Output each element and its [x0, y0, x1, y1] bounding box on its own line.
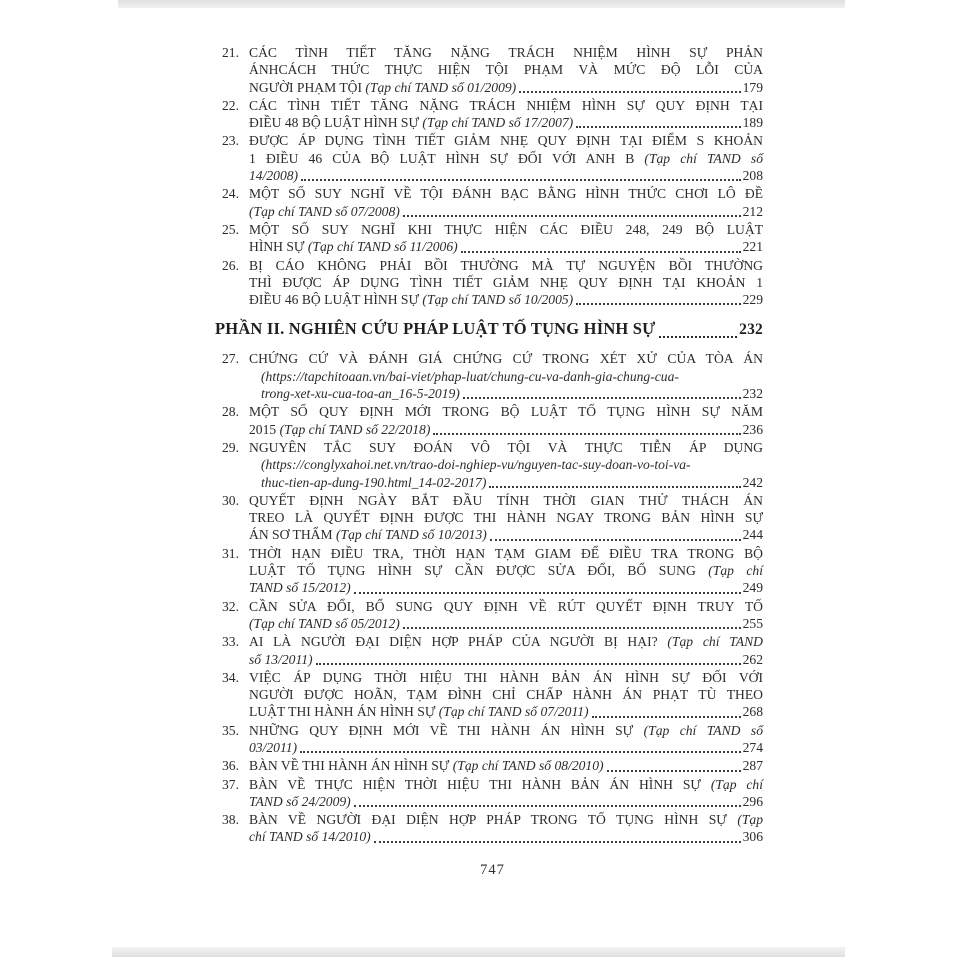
entry-line-text	[261, 369, 679, 384]
entry-line	[249, 651, 763, 668]
entry-line	[249, 132, 763, 149]
entry-title-text: 1 ĐIỀU 46 CỦA BỘ LUẬT HÌNH SỰ ĐỐI VỚI ANH B	[249, 150, 645, 166]
entry-citation-text: trong-xet-xu-cua-toa-an_16-5-2019)	[261, 386, 460, 402]
toc-entry	[222, 257, 763, 309]
entry-line	[249, 403, 763, 420]
entry-citation-text: (Tạp chí TAND	[667, 634, 763, 650]
entry-page-number: 236	[742, 421, 763, 437]
entry-line-text	[249, 440, 763, 455]
toc-entry	[222, 722, 763, 757]
entry-line	[249, 545, 763, 562]
entry-line	[249, 114, 763, 131]
entry-body	[249, 257, 763, 309]
entry-line-text	[249, 404, 763, 419]
entry-line-text	[249, 203, 400, 220]
entry-line-text	[249, 222, 763, 237]
entry-citation-text: (Tạp chí TAND số 07/2008)	[249, 203, 400, 219]
entry-citation-text: 03/2011)	[249, 739, 298, 755]
entry-title-text: NGƯỜI ĐƯỢC HOÃN, TẠM ĐÌNH CHỈ CHẤP HÀNH ÁN PHẠT TÙ THEO	[249, 687, 763, 703]
entry-title-text: NHỮNG QUY ĐỊNH MỚI VỀ THI HÀNH ÁN HÌNH SỰ	[249, 722, 644, 738]
entry-citation-text: (Tạp chí TAND số 22/2018)	[279, 421, 431, 437]
entry-body	[249, 403, 763, 438]
entry-number: 36.	[222, 758, 239, 774]
entry-body	[249, 97, 763, 132]
entry-line-text	[249, 634, 763, 649]
entry-line	[249, 828, 763, 845]
entry-body	[249, 669, 763, 721]
entry-line	[249, 385, 763, 402]
entry-title-text: 2015	[249, 421, 280, 437]
entry-title-text: ÁN SƠ THẨM	[249, 527, 336, 543]
entry-line	[249, 221, 763, 238]
entry-line	[249, 350, 763, 367]
entry-number: 34.	[222, 669, 239, 685]
entry-line	[249, 44, 763, 61]
entry-line	[249, 669, 763, 686]
entry-line-text	[249, 186, 763, 201]
entry-title-text: BÀN VỀ THI HÀNH ÁN HÌNH SỰ	[249, 758, 453, 774]
entry-line-text	[249, 563, 763, 578]
entry-body	[249, 439, 763, 491]
entry-citation-text: (Tạp chí	[708, 563, 763, 579]
entry-line	[249, 739, 763, 756]
dot-leader	[592, 716, 741, 718]
entry-citation-text: (Tạp chí	[710, 776, 763, 792]
toc-entry	[222, 44, 763, 96]
dot-leader	[374, 841, 741, 843]
entry-page-number: 306	[742, 829, 763, 845]
entry-line-text	[249, 723, 763, 738]
entry-title-text: THÌ ĐƯỢC ÁP DỤNG TÌNH TIẾT GIẢM NHẸ QUY ĐỊNH TẠI KHOẢN 1	[249, 274, 763, 290]
entry-title-text: THỜI HẠN ĐIỀU TRA, THỜI HẠN TẠM GIAM ĐỂ ĐIỀU TRA TRONG BỘ	[249, 545, 763, 561]
entry-body	[249, 492, 763, 544]
entry-line	[249, 757, 763, 774]
entry-title-text: NGUYÊN TẮC SUY ĐOÁN VÔ TỘI VÀ THỰC TIỄN ÁP DỤNG	[249, 439, 763, 455]
entry-title-text: BÀN VỀ THỰC HIỆN THỜI HIỆU THI HÀNH BẢN ÁN HÌNH SỰ	[249, 776, 711, 792]
entry-page-number: 287	[742, 758, 763, 774]
entry-line	[249, 150, 763, 167]
part-heading	[215, 317, 763, 342]
entry-line-text	[261, 474, 486, 491]
entry-line	[249, 509, 763, 526]
dot-leader	[607, 770, 741, 772]
toc-entry	[222, 403, 763, 438]
toc-entry	[222, 633, 763, 668]
entry-citation-text: (Tạp	[737, 812, 763, 828]
entry-line-text	[249, 828, 371, 845]
dot-leader	[461, 251, 741, 253]
entry-body	[249, 545, 763, 597]
entry-number: 32.	[222, 598, 239, 614]
dot-leader	[433, 433, 740, 435]
entry-title-text: MỘT SỐ SUY NGHĨ VỀ TỘI ĐÁNH BẠC BẰNG HÌNH THỨC CHƠI LÔ ĐỀ	[249, 186, 763, 202]
entry-body	[249, 776, 763, 811]
toc-entry	[222, 439, 763, 491]
entry-number: 29.	[222, 439, 239, 455]
dot-leader	[576, 126, 740, 128]
dot-leader	[490, 539, 741, 541]
entry-title-text: LUẬT THI HÀNH ÁN HÌNH SỰ	[249, 704, 439, 720]
entry-title-text: LUẬT TỐ TỤNG HÌNH SỰ CẦN ĐƯỢC SỬA ĐỔI, BỔ SUNG	[249, 563, 709, 579]
entry-line	[249, 562, 763, 579]
toc-entry	[222, 492, 763, 544]
entry-line-text	[249, 546, 763, 561]
entry-page-number: 249	[742, 580, 763, 596]
entry-line-text	[249, 275, 763, 290]
part-heading-page-number: 232	[739, 321, 763, 339]
entry-number: 37.	[222, 776, 239, 792]
entry-page-number: 221	[742, 239, 763, 255]
entry-line	[249, 456, 763, 473]
entry-line-text	[249, 291, 573, 308]
entry-line	[249, 97, 763, 114]
entry-number: 23.	[222, 133, 239, 149]
entry-body	[249, 132, 763, 184]
entry-citation-text: (Tạp chí TAND số 10/2013)	[336, 527, 487, 543]
entry-title-text: BỊ CÁO KHÔNG PHẢI BỒI THƯỜNG MÀ TỰ NGUYỆN BỒI THƯỜNG	[249, 257, 763, 273]
entry-citation-text: (Tạp chí TAND số 08/2010)	[452, 758, 604, 774]
entry-line-text	[249, 793, 351, 810]
entry-line	[249, 474, 763, 491]
entry-line-text	[249, 599, 763, 614]
entry-body	[249, 598, 763, 633]
entry-body	[249, 185, 763, 220]
entry-title-text: MỘT SỐ QUY ĐỊNH MỚI TRONG BỘ LUẬT TỐ TỤNG HÌNH SỰ NĂM	[249, 404, 763, 420]
entry-number: 31.	[222, 545, 239, 561]
entry-line	[249, 257, 763, 274]
dot-leader	[300, 751, 741, 753]
toc-entry	[222, 776, 763, 811]
entry-body	[249, 722, 763, 757]
toc-entry	[222, 350, 763, 402]
entry-line	[249, 439, 763, 456]
toc-entry	[222, 811, 763, 846]
entry-line-text	[249, 812, 763, 827]
entry-line	[249, 167, 763, 184]
entry-line-text	[249, 687, 763, 702]
entry-line	[249, 703, 763, 720]
photo-edge-top	[118, 0, 845, 8]
entry-page-number: 244	[742, 527, 763, 543]
entry-title-text: TREO LÀ QUYẾT ĐỊNH ĐƯỢC THI HÀNH NGAY TRONG BẢN HÌNH SỰ	[249, 510, 763, 526]
entry-number: 24.	[222, 186, 239, 202]
entry-page-number: 232	[742, 386, 763, 402]
entry-number: 28.	[222, 404, 239, 420]
entry-title-text: ÁNHCÁCH THỨC THỰC HIỆN TỘI PHẠM VÀ MỨC ĐỘ LỖI CỦA	[249, 62, 763, 78]
entry-line-text	[249, 757, 604, 774]
entry-title-text: ĐƯỢC ÁP DỤNG TÌNH TIẾT GIẢM NHẸ QUY ĐỊNH TẠI ĐIỂM S KHOẢN	[249, 133, 763, 149]
entry-line-text	[249, 151, 763, 166]
entry-body	[249, 221, 763, 256]
entry-page-number: 179	[742, 79, 763, 95]
toc-entry	[222, 669, 763, 721]
entry-line-text	[249, 351, 763, 366]
entry-number: 30.	[222, 492, 239, 508]
toc-entry	[222, 545, 763, 597]
entry-line	[249, 61, 763, 78]
dot-leader	[489, 486, 740, 488]
entry-body	[249, 44, 763, 96]
entry-page-number: 255	[742, 615, 763, 631]
entry-line-text	[249, 703, 589, 720]
entry-line	[249, 526, 763, 543]
entry-line-text	[249, 98, 763, 113]
dot-leader	[301, 179, 741, 181]
dot-leader	[519, 91, 740, 93]
entry-line-text	[249, 167, 298, 184]
entry-line-text	[249, 493, 763, 508]
entry-citation-text: số 13/2011)	[249, 651, 313, 667]
entry-line-text	[249, 510, 763, 525]
entry-citation-text: (Tạp chí TAND số	[644, 150, 763, 166]
entry-page-number: 262	[742, 651, 763, 667]
entry-title-text: VIỆC ÁP DỤNG THỜI HIỆU THI HÀNH BẢN ÁN HÌNH SỰ ĐỐI VỚI	[249, 669, 763, 685]
entry-line	[249, 274, 763, 291]
entry-title-text: NGƯỜI PHẠM TỘI	[249, 79, 366, 95]
entry-page-number: 274	[742, 739, 763, 755]
entry-line-text	[249, 238, 458, 255]
toc-list	[215, 44, 763, 847]
entry-title-text: CÁC TÌNH TIẾT TĂNG NẶNG TRÁCH NHIỆM HÌNH SỰ PHẢN	[249, 45, 763, 60]
entry-citation-text: (Tạp chí TAND số	[643, 722, 763, 738]
entry-line	[249, 776, 763, 793]
entry-line	[249, 579, 763, 596]
toc-entry	[222, 185, 763, 220]
entry-body	[249, 633, 763, 668]
entry-line-text	[261, 457, 691, 472]
entry-line-text	[249, 651, 313, 668]
entry-number: 38.	[222, 812, 239, 828]
entry-line-text	[249, 579, 351, 596]
entry-citation-text: (Tạp chí TAND số 01/2009)	[365, 79, 517, 95]
entry-line	[249, 238, 763, 255]
entry-title-text: AI LÀ NGƯỜI ĐẠI DIỆN HỢP PHÁP CỦA NGƯỜI BỊ HẠI?	[249, 634, 668, 650]
toc-entry	[222, 221, 763, 256]
dot-leader	[316, 663, 741, 665]
entry-line-text	[249, 133, 763, 148]
entry-title-text: CẦN SỬA ĐỔI, BỔ SUNG QUY ĐỊNH VỀ RÚT QUYẾT ĐỊNH TRUY TỐ	[249, 598, 763, 614]
dot-leader	[354, 592, 741, 594]
entry-line	[249, 722, 763, 739]
entry-line	[249, 615, 763, 632]
entry-line-text	[249, 526, 487, 543]
entry-line	[249, 811, 763, 828]
photo-edge-bottom	[112, 947, 845, 957]
entry-line-text	[261, 385, 460, 402]
dot-leader	[403, 627, 741, 629]
entry-line	[249, 203, 763, 220]
entry-line-text	[249, 62, 763, 77]
entry-number: 27.	[222, 351, 239, 367]
entry-line	[249, 291, 763, 308]
entry-page-number: 208	[742, 168, 763, 184]
dot-leader	[354, 805, 741, 807]
entry-citation-text: (https://conglyxahoi.net.vn/trao-doi-nghiep-vu/nguyen-tac-suy-doan-vo-toi-va-	[261, 457, 691, 473]
entry-page-number: 229	[742, 292, 763, 308]
entry-citation-text: 14/2008)	[249, 168, 299, 184]
entry-line	[249, 633, 763, 650]
entry-citation-text: chí TAND số 14/2010)	[249, 829, 371, 845]
toc-entry	[222, 132, 763, 184]
entry-title-text: CHỨNG CỨ VÀ ĐÁNH GIÁ CHỨNG CỨ TRONG XÉT XỬ CỦA TÒA ÁN	[249, 351, 763, 367]
entry-body	[249, 811, 763, 846]
dot-leader	[403, 215, 741, 217]
entry-line	[249, 598, 763, 615]
entry-title-text: HÌNH SỰ	[249, 239, 308, 255]
entry-line	[249, 185, 763, 202]
entry-line-text	[249, 739, 297, 756]
entry-page-number: 296	[742, 793, 763, 809]
dot-leader	[463, 397, 741, 399]
entry-page-number: 242	[742, 474, 763, 490]
entry-title-text: QUYẾT ĐỊNH NGÀY BẮT ĐẦU TÍNH THỜI GIAN THỬ THÁCH ÁN	[249, 492, 763, 508]
toc-entry	[222, 757, 763, 774]
entry-page-number: 189	[742, 115, 763, 131]
entry-number: 22.	[222, 97, 239, 113]
entry-citation-text: (Tạp chí TAND số 11/2006)	[307, 239, 458, 255]
entry-line-text	[249, 79, 516, 96]
entry-page-number: 268	[742, 704, 763, 720]
entry-line-text	[249, 114, 573, 131]
entry-line-text	[249, 670, 763, 685]
entry-line-text	[249, 777, 763, 792]
entry-line	[249, 686, 763, 703]
entry-title-text: ĐIỀU 48 BỘ LUẬT HÌNH SỰ	[249, 115, 423, 131]
entry-title-text: MỘT SỐ SUY NGHĨ KHI THỰC HIỆN CÁC ĐIỀU 248, 249 BỘ LUẬT	[249, 221, 763, 237]
entry-title-text: CÁC TÌNH TIẾT TĂNG NẶNG TRÁCH NHIỆM HÌNH SỰ QUY ĐỊNH TẠI	[249, 97, 763, 113]
page-footer-number: 747	[480, 862, 505, 878]
entry-citation-text: (Tạp chí TAND số 05/2012)	[249, 615, 400, 631]
entry-number: 21.	[222, 45, 239, 60]
entry-body	[249, 757, 763, 774]
entry-number: 35.	[222, 722, 239, 738]
entry-number: 26.	[222, 257, 239, 273]
entry-title-text: BÀN VỀ NGƯỜI ĐẠI DIỆN HỢP PHÁP TRONG TỐ TỤNG HÌNH SỰ	[249, 812, 738, 828]
entry-line-text	[249, 421, 430, 438]
entry-line	[249, 421, 763, 438]
entry-citation-text: (Tạp chí TAND số 07/2011)	[438, 704, 589, 720]
entry-number: 25.	[222, 221, 239, 237]
dot-leader	[659, 336, 738, 338]
entry-citation-text: thuc-tien-ap-dung-190.html_14-02-2017)	[261, 474, 487, 490]
toc-entry	[222, 598, 763, 633]
entry-page-number: 212	[742, 203, 763, 219]
entry-line-text	[249, 258, 763, 273]
entry-body	[249, 350, 763, 402]
entry-citation-text: (Tạp chí TAND số 17/2007)	[422, 115, 574, 131]
part-heading-label: PHẦN II. NGHIÊN CỨU PHÁP LUẬT TỐ TỤNG HÌNH SỰ	[215, 319, 656, 339]
entry-line-text	[249, 615, 400, 632]
toc-entry	[222, 97, 763, 132]
entry-citation-text: (https://tapchitoaan.vn/bai-viet/phap-luat/chung-cu-va-danh-gia-chung-cua-	[261, 368, 679, 384]
entry-number: 33.	[222, 634, 239, 650]
entry-citation-text: TAND số 24/2009)	[249, 793, 351, 809]
entry-citation-text: (Tạp chí TAND số 10/2005)	[422, 292, 574, 308]
entry-citation-text: TAND số 15/2012)	[249, 580, 351, 596]
entry-line	[249, 492, 763, 509]
entry-line	[249, 368, 763, 385]
entry-title-text: ĐIỀU 46 BỘ LUẬT HÌNH SỰ	[249, 292, 423, 308]
entry-line-text	[249, 45, 763, 60]
entry-line	[249, 79, 763, 96]
dot-leader	[576, 303, 740, 305]
entry-line	[249, 793, 763, 810]
